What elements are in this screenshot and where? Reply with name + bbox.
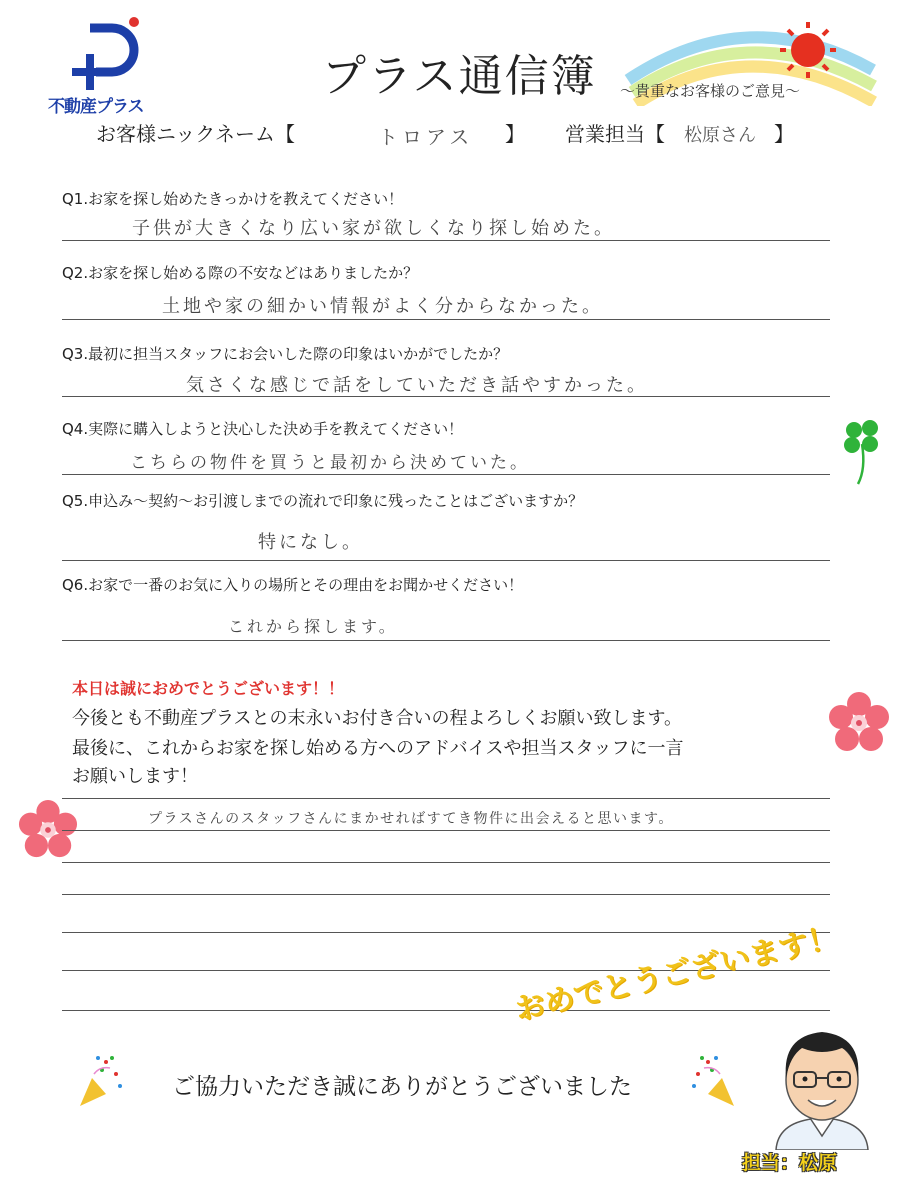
thanks-message: ご協力いただき誠にありがとうございました (172, 1074, 632, 1100)
nickname-bracket-close: 】 (505, 122, 525, 146)
answer-4: こちらの物件を買うと最初から決めていた。 (130, 453, 530, 473)
flower-icon (828, 692, 890, 754)
nickname-value: トロアス (378, 125, 474, 149)
question-5: Q5.申込み〜契約〜お引渡しまでの流れで印象に残ったことはございますか？ (62, 492, 584, 510)
staff-value: 松原さん (684, 125, 756, 146)
question-3: Q3.最初に担当スタッフにお会いした際の印象はいかがでしたか？ (62, 345, 509, 363)
congratulations-heading: 本日は誠におめでとうございます！！ (72, 679, 345, 698)
company-logo (60, 14, 150, 94)
page-subtitle: 〜貴重なお客様のご意見〜 (620, 82, 801, 100)
answer-line (62, 319, 830, 320)
answer-2: 土地や家の細かい情報がよく分からなかった。 (162, 296, 603, 317)
question-4: Q4.実際に購入しようと決心した決め手を教えてください！ (62, 420, 464, 438)
party-popper-icon (76, 1052, 128, 1108)
message-line-3: お願いします！ (72, 766, 198, 787)
answer-line (62, 560, 830, 561)
staff-label: 営業担当【 (565, 122, 665, 146)
message-line-2: 最後に、これからお家を探し始める方へのアドバイスや担当スタッフに一言 (72, 738, 684, 759)
staff-name-label: 担当：松原 (742, 1152, 838, 1174)
message-line-1: 今後とも不動産プラスとの末永いお付き合いの程よろしくお願い致します。 (72, 708, 683, 729)
answer-3: 気さくな感じで話をしていただき話やすかった。 (186, 375, 648, 396)
advice-line (62, 830, 830, 831)
answer-line (62, 240, 830, 241)
answer-1: 子供が大きくなり広い家が欲しくなり探し始めた。 (132, 218, 615, 239)
advice-line (62, 1010, 830, 1011)
nickname-label: お客様ニックネーム【 (96, 122, 295, 146)
logo-text: 不動産プラス (48, 97, 144, 117)
advice-line (62, 932, 830, 933)
answer-6: これから探します。 (228, 617, 398, 636)
question-1: Q1.お家を探し始めたきっかけを教えてください！ (62, 190, 404, 208)
question-6: Q6.お家で一番のお気に入りの場所とその理由をお聞かせください！ (62, 576, 524, 594)
party-popper-icon (686, 1052, 738, 1108)
advice-line (62, 862, 830, 863)
answer-line (62, 396, 830, 397)
page-title: プラス通信簿 (322, 51, 597, 102)
answer-line (62, 640, 830, 641)
advice-line (62, 798, 830, 799)
advice-answer: プラスさんのスタッフさんにまかせればすてき物件に出会えると思います。 (148, 811, 674, 827)
advice-line (62, 894, 830, 895)
staff-avatar (762, 1014, 882, 1150)
question-2: Q2.お家を探し始める際の不安などはありましたか？ (62, 264, 419, 282)
answer-5: 特になし。 (258, 532, 363, 553)
clover-icon (840, 414, 886, 486)
staff-bracket-close: 】 (774, 122, 794, 146)
answer-line (62, 474, 830, 475)
omedeto-banner: おめでとうございます！ (511, 919, 842, 1029)
